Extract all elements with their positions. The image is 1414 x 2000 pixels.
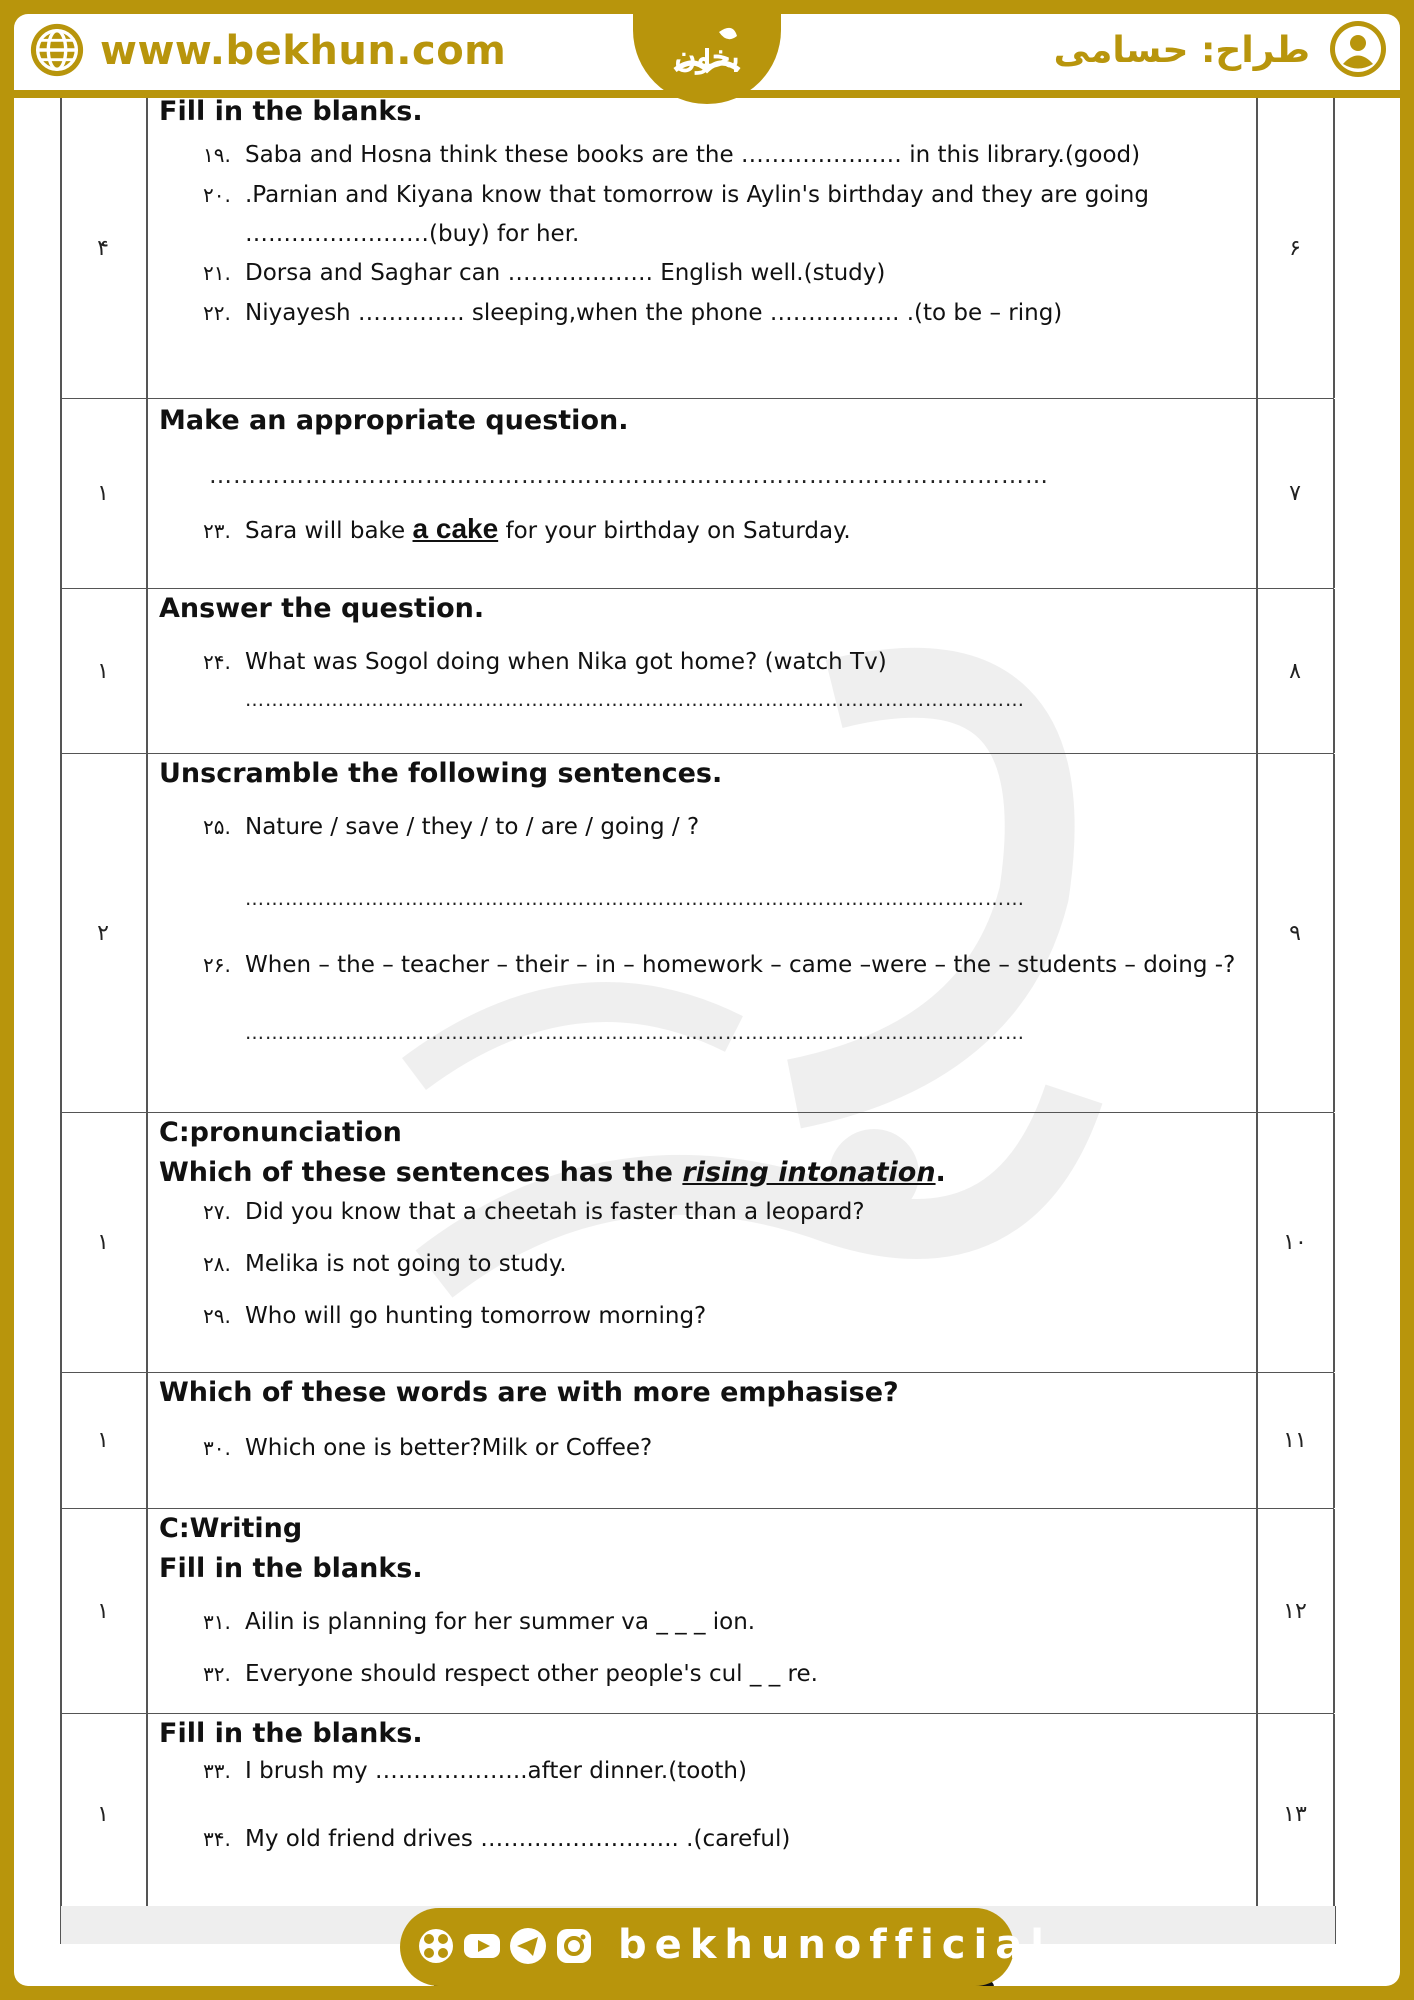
question-row-13: [60, 1714, 1334, 1915]
youtube-icon[interactable]: [462, 1926, 502, 1966]
score-cell: ۱: [97, 658, 109, 684]
logo-text: بخون: [674, 40, 740, 75]
question-row-7: [60, 399, 1334, 589]
social-handle[interactable]: bekhunofficial: [618, 1922, 1052, 1968]
question-row-10: [60, 1113, 1334, 1373]
page-header: [14, 14, 1400, 90]
question-item: ۲۵. Nature / save / they / to / are / going / ?: [203, 814, 700, 840]
question-table: [60, 98, 1334, 1915]
question-item: ۲۱. Dorsa and Saghar can ………………. English well.(study): [203, 260, 886, 286]
question-item: ۲۰. .Parnian and Kiyana know that tomorrow is Aylin's birthday and they are going: [203, 182, 1149, 208]
question-item: ۱۹. Saba and Hosna think these books are the ………………… in this library.(good): [203, 142, 1141, 168]
question-item: ۲۲. Niyayesh ………….. sleeping,when the phone …………….. .(to be – ring): [203, 300, 1063, 326]
section-heading: Unscramble the following sentences.: [159, 758, 723, 789]
question-row-12: [60, 1509, 1334, 1714]
footer-social-bar: [400, 1908, 1052, 1986]
site-url[interactable]: www.bekhun.com: [100, 28, 507, 74]
question-number: ۱۳: [1283, 1801, 1307, 1827]
section-heading: Make an appropriate question.: [159, 405, 629, 436]
section-heading: Which of these words are with more emphasise?: [159, 1377, 899, 1408]
score-cell: ۱: [97, 1801, 109, 1827]
section-subheading: Which of these sentences has the rising intonation.: [159, 1157, 946, 1188]
telegram-icon[interactable]: [508, 1926, 548, 1966]
question-number: ۱۱: [1283, 1428, 1307, 1453]
question-row-6: [60, 98, 1334, 399]
section-heading: Fill in the blanks.: [159, 96, 423, 127]
underlined-phrase: a cake: [412, 513, 499, 544]
question-number: ۸: [1289, 658, 1301, 684]
question-item: ۲۶. When – the – teacher – their – in – homework – came –were – the – students – doing -?: [203, 952, 1236, 978]
globe-icon: [28, 21, 86, 79]
question-item: ۲۳. Sara will bake a cake for your birthday on Saturday.: [203, 513, 851, 544]
section-heading: C:Writing: [159, 1513, 303, 1544]
score-cell: ۱: [97, 1230, 109, 1255]
question-item: ۲۴. What was Sogol doing when Nika got home? (watch Tv): [203, 649, 887, 675]
answer-line[interactable]: ………………………………………………………………………………………………………: [245, 888, 1025, 910]
section-subheading: Fill in the blanks.: [159, 1553, 423, 1584]
question-row-11: [60, 1373, 1334, 1509]
user-icon: [1328, 19, 1388, 79]
question-number: ۶: [1289, 235, 1301, 261]
answer-line[interactable]: ………………………………………………………………………………………………………: [245, 1022, 1025, 1044]
score-cell: ۴: [97, 235, 109, 261]
score-cell: ۲: [97, 920, 109, 946]
emphasized-phrase: rising intonation: [682, 1157, 936, 1188]
question-number: ۱۲: [1283, 1598, 1307, 1624]
question-item: ۲۹. Who will go hunting tomorrow morning?: [203, 1303, 707, 1329]
aparat-icon[interactable]: [416, 1926, 456, 1966]
question-item: ۳۲. Everyone should respect other people's cul _ _ re.: [203, 1661, 818, 1687]
answer-line[interactable]: ……………………………………………………………………………………………: [209, 463, 1049, 489]
question-number: ۱۰: [1283, 1230, 1307, 1255]
question-item: ۲۸. Melika is not going to study.: [203, 1251, 567, 1277]
section-heading: Answer the question.: [159, 593, 485, 624]
question-item: ۳۱. Ailin is planning for her summer va _ _ _ ion.: [203, 1609, 756, 1635]
designer-name: طراح: حسامی: [1053, 30, 1310, 71]
question-item-continued: ……………………(buy) for her.: [245, 221, 580, 247]
exam-sheet: [14, 14, 1400, 1986]
question-row-8: [60, 589, 1334, 754]
question-number: ۹: [1289, 920, 1301, 946]
score-cell: ۱: [97, 481, 109, 506]
instagram-icon[interactable]: [554, 1926, 594, 1966]
question-row-9: [60, 754, 1334, 1113]
score-cell: ۱: [97, 1428, 109, 1453]
question-item: ۳۳. I brush my ………………..after dinner.(tooth): [203, 1758, 747, 1784]
question-item: ۳۴. My old friend drives …………………….. .(careful): [203, 1826, 791, 1852]
answer-line[interactable]: ………………………………………………………………………………………………………: [245, 689, 1025, 711]
question-item: ۲۷. Did you know that a cheetah is faster than a leopard?: [203, 1199, 865, 1225]
score-cell: ۱: [97, 1598, 109, 1624]
question-number: ۷: [1289, 481, 1301, 506]
section-heading: C:pronunciation: [159, 1117, 402, 1148]
section-heading: Fill in the blanks.: [159, 1718, 423, 1749]
question-item: ۳۰. Which one is better?Milk or Coffee?: [203, 1435, 653, 1461]
